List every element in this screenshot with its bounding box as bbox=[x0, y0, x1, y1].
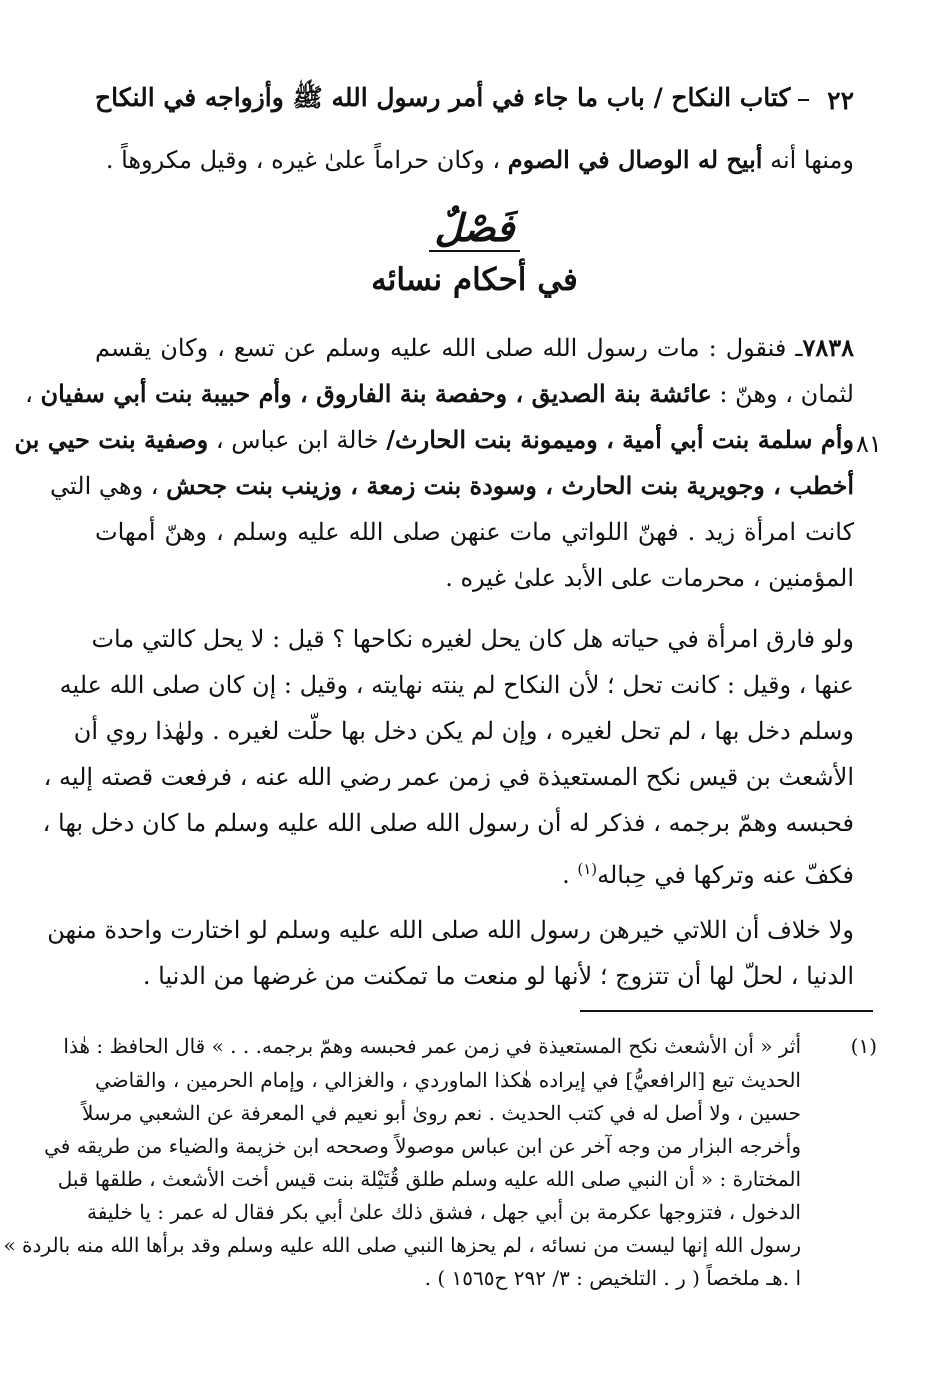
section-heading-text: فَصْلٌ bbox=[429, 205, 521, 252]
para-bold: عائشة بنة الصديق ، وحفصة بنة الفاروق ، وأم حبيبة بنت أبي سفيان bbox=[40, 379, 712, 408]
footnote-line-3: حسين ، ولا أصل له في كتب الحديث . نعم روىٰ أبو نعيم في المعرفة عن الشعبي مرسلاً bbox=[82, 1101, 801, 1125]
para1-line-5: كانت امرأة زيد . فهنّ اللواتي مات عنهن صلى الله عليه وسلم ، وهنّ أمهات bbox=[95, 518, 854, 546]
para-bold: أخطب ، وجويرية بنت الحارث ، وسودة بنت زمعة ، وزينب بنت جحش bbox=[166, 471, 854, 500]
para-text: ـ فنقول : مات رسول الله صلى الله عليه وسلم عن تسع ، وكان يقسم bbox=[95, 334, 803, 362]
para1-line-1 bbox=[95, 326, 854, 370]
footnote-line-5: المختارة : « أن النبي صلى الله عليه وسلم طلق قُتَيْلة بنت قيس أخت الأشعث ، طلقها قبل bbox=[57, 1167, 801, 1191]
intro-line bbox=[95, 138, 854, 182]
intro-bold: أبيح له الوصال في الصوم bbox=[507, 145, 763, 174]
footnote-line-6: الدخول ، فتزوجها عكرمة بن أبي جهل ، فشق ذلك علىٰ أبي بكر فقال له عمر : يا خليفة bbox=[87, 1200, 801, 1224]
para-text: ، وهي التي bbox=[50, 472, 167, 500]
para1-line-2 bbox=[25, 372, 854, 416]
para1-line-3 bbox=[14, 418, 854, 462]
para-text: ، bbox=[25, 380, 41, 408]
running-header bbox=[95, 78, 854, 122]
para-text: خالة ابن عباس ، bbox=[208, 426, 387, 454]
para-text: فكفّ عنه وتركها في حِباله bbox=[597, 861, 854, 889]
para-text: . bbox=[562, 861, 578, 889]
para-text: لثمان ، وهنّ : bbox=[711, 380, 854, 408]
footnote-ref[interactable]: (١) bbox=[577, 860, 598, 878]
section-title: في أحكام نسائه bbox=[371, 262, 578, 298]
para2-line-6 bbox=[95, 847, 854, 897]
para2-line-5: فحبسه وهمّ برجمه ، فذكر له أن رسول الله صلى الله عليه وسلم ما كان دخل بها ، bbox=[42, 809, 854, 837]
para3-line-2: الدنيا ، لحلّ لها أن تتزوج ؛ لأنها لو منعت ما تمكنت من غرضها من الدنيا . bbox=[142, 962, 854, 990]
footnote-line-4: وأخرجه البزار من وجه آخر عن ابن عباس موصولاً وصححه ابن خزيمة والضياء من طريقه في bbox=[44, 1134, 801, 1158]
footnote-line-7: رسول الله إنها ليست من نسائه ، لم يحزها النبي صلى الله عليه وسلم وقد برأها الله منه بالردة » bbox=[3, 1233, 801, 1257]
intro-text: ومنها أنه bbox=[762, 146, 854, 174]
para1-line-6: المؤمنين ، محرمات على الأبد علىٰ غيره . bbox=[445, 564, 854, 592]
section-heading bbox=[0, 205, 949, 252]
para-bold: وصفية بنت حيي بن bbox=[14, 425, 209, 454]
page-number: ٢٢ bbox=[827, 85, 854, 115]
intro-text-end: ، وكان حراماً علىٰ غيره ، وقيل مكروهاً . bbox=[105, 146, 508, 174]
para-bold: وأم سلمة بنت أبي أمية ، وميمونة بنت الحارث/ bbox=[386, 425, 854, 454]
footnote-rule bbox=[580, 1010, 873, 1012]
header-rule bbox=[798, 99, 809, 101]
entry-number: ٧٨٣٨ bbox=[802, 333, 854, 362]
para3-line-1: ولا خلاف أن اللاتي خيرهن رسول الله صلى الله عليه وسلم لو اختارت واحدة منهن bbox=[47, 916, 854, 944]
para2-line-3: وسلم دخل بها ، لم تحل لغيره ، وإن لم يكن دخل بها حلّت لغيره . ولهٰذا روي أن bbox=[73, 717, 854, 745]
footnote-line-8: ا .هـ ملخصاً ( ر . التلخيص : ٣/ ٢٩٢ ح١٥٦٥ ) . bbox=[424, 1266, 801, 1290]
para2-line-1: ولو فارق امرأة في حياته هل كان يحل لغيره نكاحها ؟ قيل : لا يحل كالتي مات bbox=[91, 625, 854, 653]
footnote-line-2: الحديث تبع [الرافعيُّ] في إيراده هٰكذا الماوردي ، والغزالي ، وإمام الحرمين ، والقاضي bbox=[95, 1068, 801, 1092]
para2-line-2: عنها ، وقيل : كانت تحل ؛ لأن النكاح لم ينته نهايته ، وقيل : إن كان صلى الله عليه bbox=[59, 671, 854, 699]
footnote-line-1: أثر « أن الأشعث نكح المستعيذة في زمن عمر فحبسه وهمّ برجمه. . . » قال الحافظ : هٰذا bbox=[63, 1034, 801, 1058]
para2-line-4: الأشعث بن قيس نكح المستعيذة في زمن عمر رضي الله عنه ، فرفعت قصته إليه ، bbox=[43, 763, 854, 791]
margin-note: ٨١ bbox=[856, 430, 882, 458]
footnote-number: (١) bbox=[850, 1034, 877, 1058]
header-title: كتاب النكاح / باب ما جاء في أمر رسول الله ﷺ وأزواجه في النكاح bbox=[95, 82, 791, 112]
para1-line-4 bbox=[50, 464, 854, 508]
